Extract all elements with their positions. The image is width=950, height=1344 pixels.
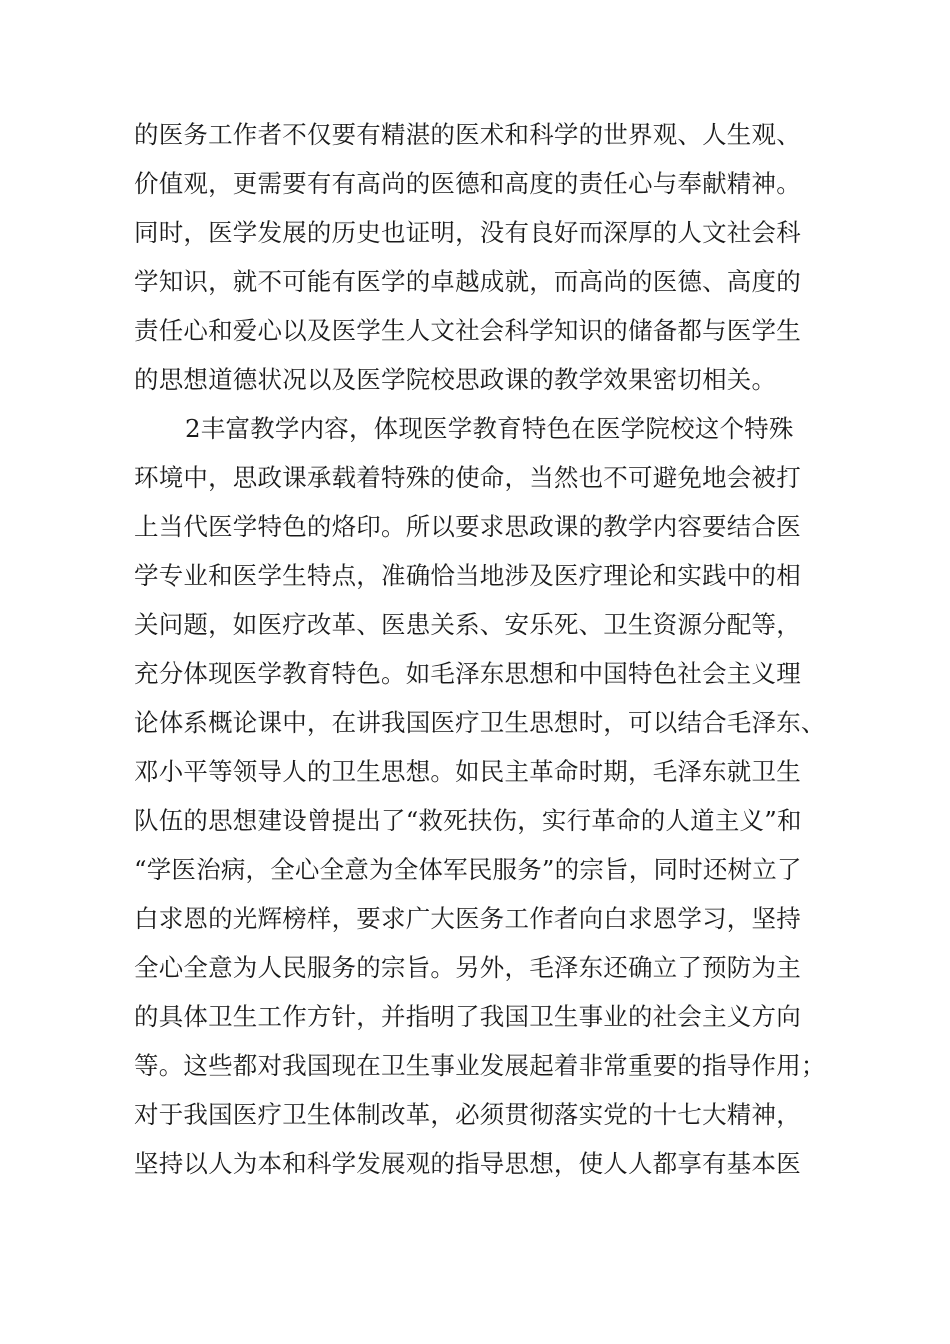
text-line: 对于我国医疗卫生体制改革，必须贯彻落实党的十七大精神， <box>134 1100 801 1129</box>
text-line: 等。这些都对我国现在卫生事业发展起着非常重要的指导作用； <box>134 1051 826 1080</box>
paragraph-start-line: 2丰富教学内容，体现医学教育特色在医学院校这个特殊 <box>185 414 794 443</box>
text-line: 论体系概论课中，在讲我国医疗卫生思想时，可以结合毛泽东、 <box>134 708 826 737</box>
text-line: “学医治病，全心全意为全体军民服务”的宗旨，同时还树立了 <box>134 855 802 884</box>
text-line: 全心全意为人民服务的宗旨。另外，毛泽东还确立了预防为主 <box>134 953 801 982</box>
text-line: 同时，医学发展的历史也证明，没有良好而深厚的人文社会科 <box>134 218 801 247</box>
text-line: 价值观，更需要有有高尚的医德和高度的责任心与奉献精神。 <box>134 169 801 198</box>
text-line: 的具体卫生工作方针，并指明了我国卫生事业的社会主义方向 <box>134 1002 801 1031</box>
text-line: 学知识，就不可能有医学的卓越成就，而高尚的医德、高度的 <box>134 267 801 296</box>
text-line: 坚持以人为本和科学发展观的指导思想，使人人都享有基本医 <box>134 1149 801 1178</box>
text-line: 上当代医学特色的烙印。所以要求思政课的教学内容要结合医 <box>134 512 801 541</box>
text-line: 的思想道德状况以及医学院校思政课的教学效果密切相关。 <box>134 365 777 394</box>
text-line: 邓小平等领导人的卫生思想。如民主革命时期，毛泽东就卫生 <box>134 757 801 786</box>
text-line: 责任心和爱心以及医学生人文社会科学知识的储备都与医学生 <box>134 316 801 345</box>
body-text <box>134 110 854 1188</box>
text-line: 的医务工作者不仅要有精湛的医术和科学的世界观、人生观、 <box>134 120 801 149</box>
text-line: 环境中，思政课承载着特殊的使命，当然也不可避免地会被打 <box>134 463 801 492</box>
text-line: 白求恩的光辉榜样，要求广大医务工作者向白求恩学习，坚持 <box>134 904 801 933</box>
text-line: 学专业和医学生特点，准确恰当地涉及医疗理论和实践中的相 <box>134 561 801 590</box>
text-line: 关问题，如医疗改革、医患关系、安乐死、卫生资源分配等， <box>134 610 801 639</box>
text-line: 队伍的思想建设曾提出了“救死扶伤，实行革命的人道主义”和 <box>134 806 802 835</box>
text-line: 充分体现医学教育特色。如毛泽东思想和中国特色社会主义理 <box>134 659 801 688</box>
